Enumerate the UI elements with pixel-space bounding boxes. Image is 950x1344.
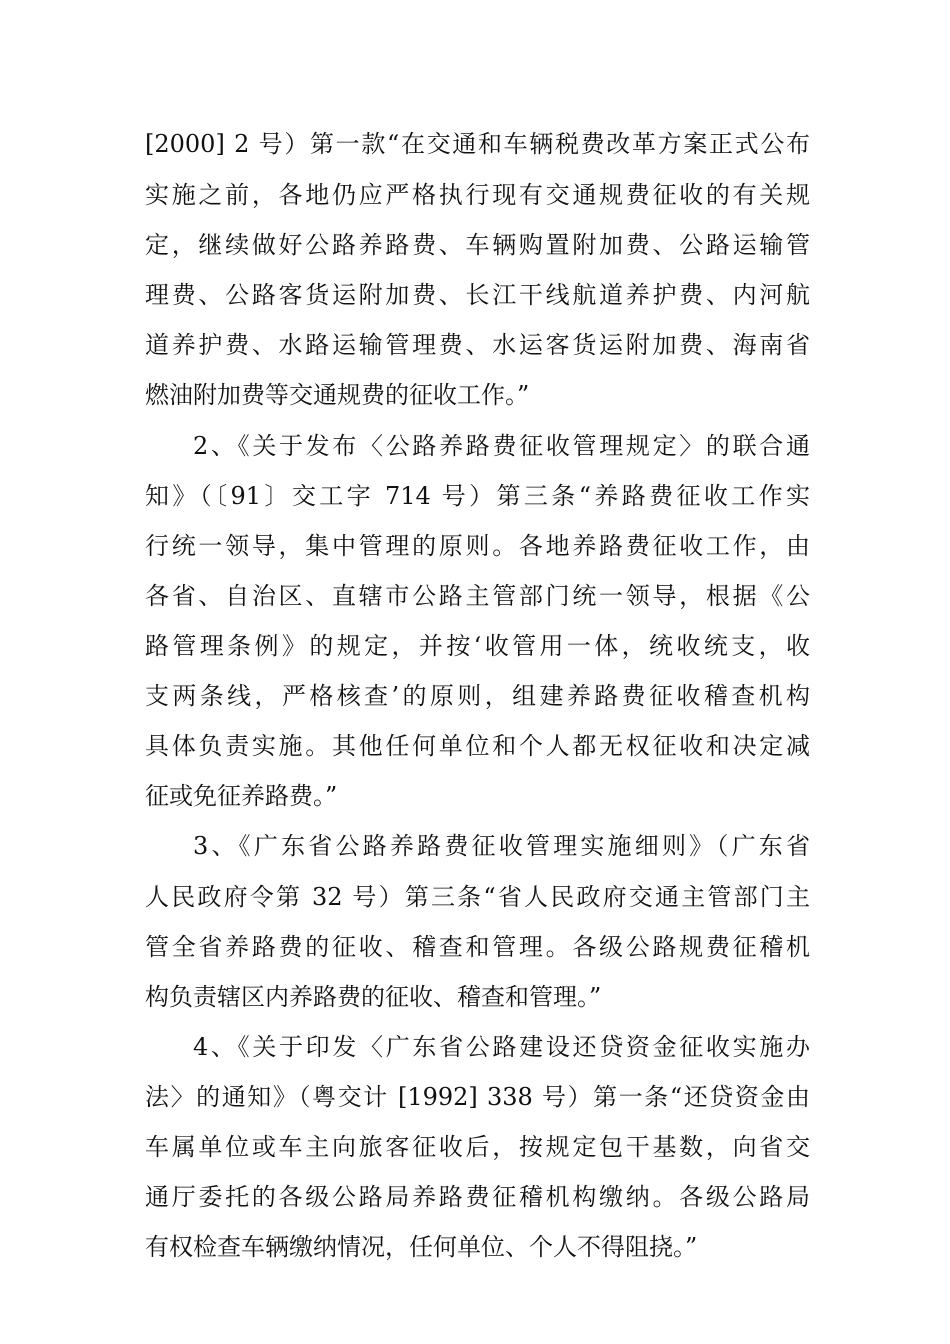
text-line: 通厅委托的各级公路局养路费征稽机构缴纳。各级公路局 <box>145 1183 810 1211</box>
text-line: 实施之前，各地仍应严格执行现有交通规费征收的有关规 <box>145 181 810 209</box>
text-line: 4、《关于印发〈广东省公路建设还贷资金征收实施办 <box>193 1033 810 1061</box>
text-line: 征或免征养路费。” <box>145 782 338 810</box>
text-line: 各省、自治区、直辖市公路主管部门统一领导，根据《公 <box>145 582 810 610</box>
text-line: 人民政府令第 32 号）第三条“省人民政府交通主管部门主 <box>145 883 810 911</box>
text-line: 构负责辖区内养路费的征收、稽查和管理。” <box>145 983 602 1011</box>
text-line: 3、《广东省公路养路费征收管理实施细则》（广东省 <box>193 832 810 860</box>
text-line: [2000] 2 号）第一款“在交通和车辆税费改革方案正式公布 <box>145 130 810 158</box>
text-line: 行统一领导，集中管理的原则。各地养路费征收工作，由 <box>145 532 810 560</box>
text-line: 知》（〔91〕交工字 714 号）第三条“养路费征收工作实 <box>145 482 810 510</box>
text-line: 定，继续做好公路养路费、车辆购置附加费、公路运输管 <box>145 231 810 259</box>
text-line: 2、《关于发布〈公路养路费征收管理规定〉的联合通 <box>193 432 810 460</box>
text-line: 有权检查车辆缴纳情况，任何单位、个人不得阻挠。” <box>145 1233 698 1261</box>
text-line: 具体负责实施。其他任何单位和个人都无权征收和决定减 <box>145 732 810 760</box>
text-line: 道养护费、水路运输管理费、水运客货运附加费、海南省 <box>145 331 810 359</box>
text-line: 理费、公路客货运附加费、长江干线航道养护费、内河航 <box>145 281 810 309</box>
text-line: 路管理条例》的规定，并按‘收管用一体，统收统支，收 <box>145 632 810 660</box>
text-line: 燃油附加费等交通规费的征收工作。” <box>145 381 530 409</box>
text-line: 管全省养路费的征收、稽查和管理。各级公路规费征稽机 <box>145 933 810 961</box>
text-line: 车属单位或车主向旅客征收后，按规定包干基数，向省交 <box>145 1133 810 1161</box>
text-line: 支两条线，严格核查’的原则，组建养路费征收稽查机构 <box>145 682 810 710</box>
text-line: 法〉的通知》（粤交计 [1992] 338 号）第一条“还贷资金由 <box>145 1083 810 1111</box>
